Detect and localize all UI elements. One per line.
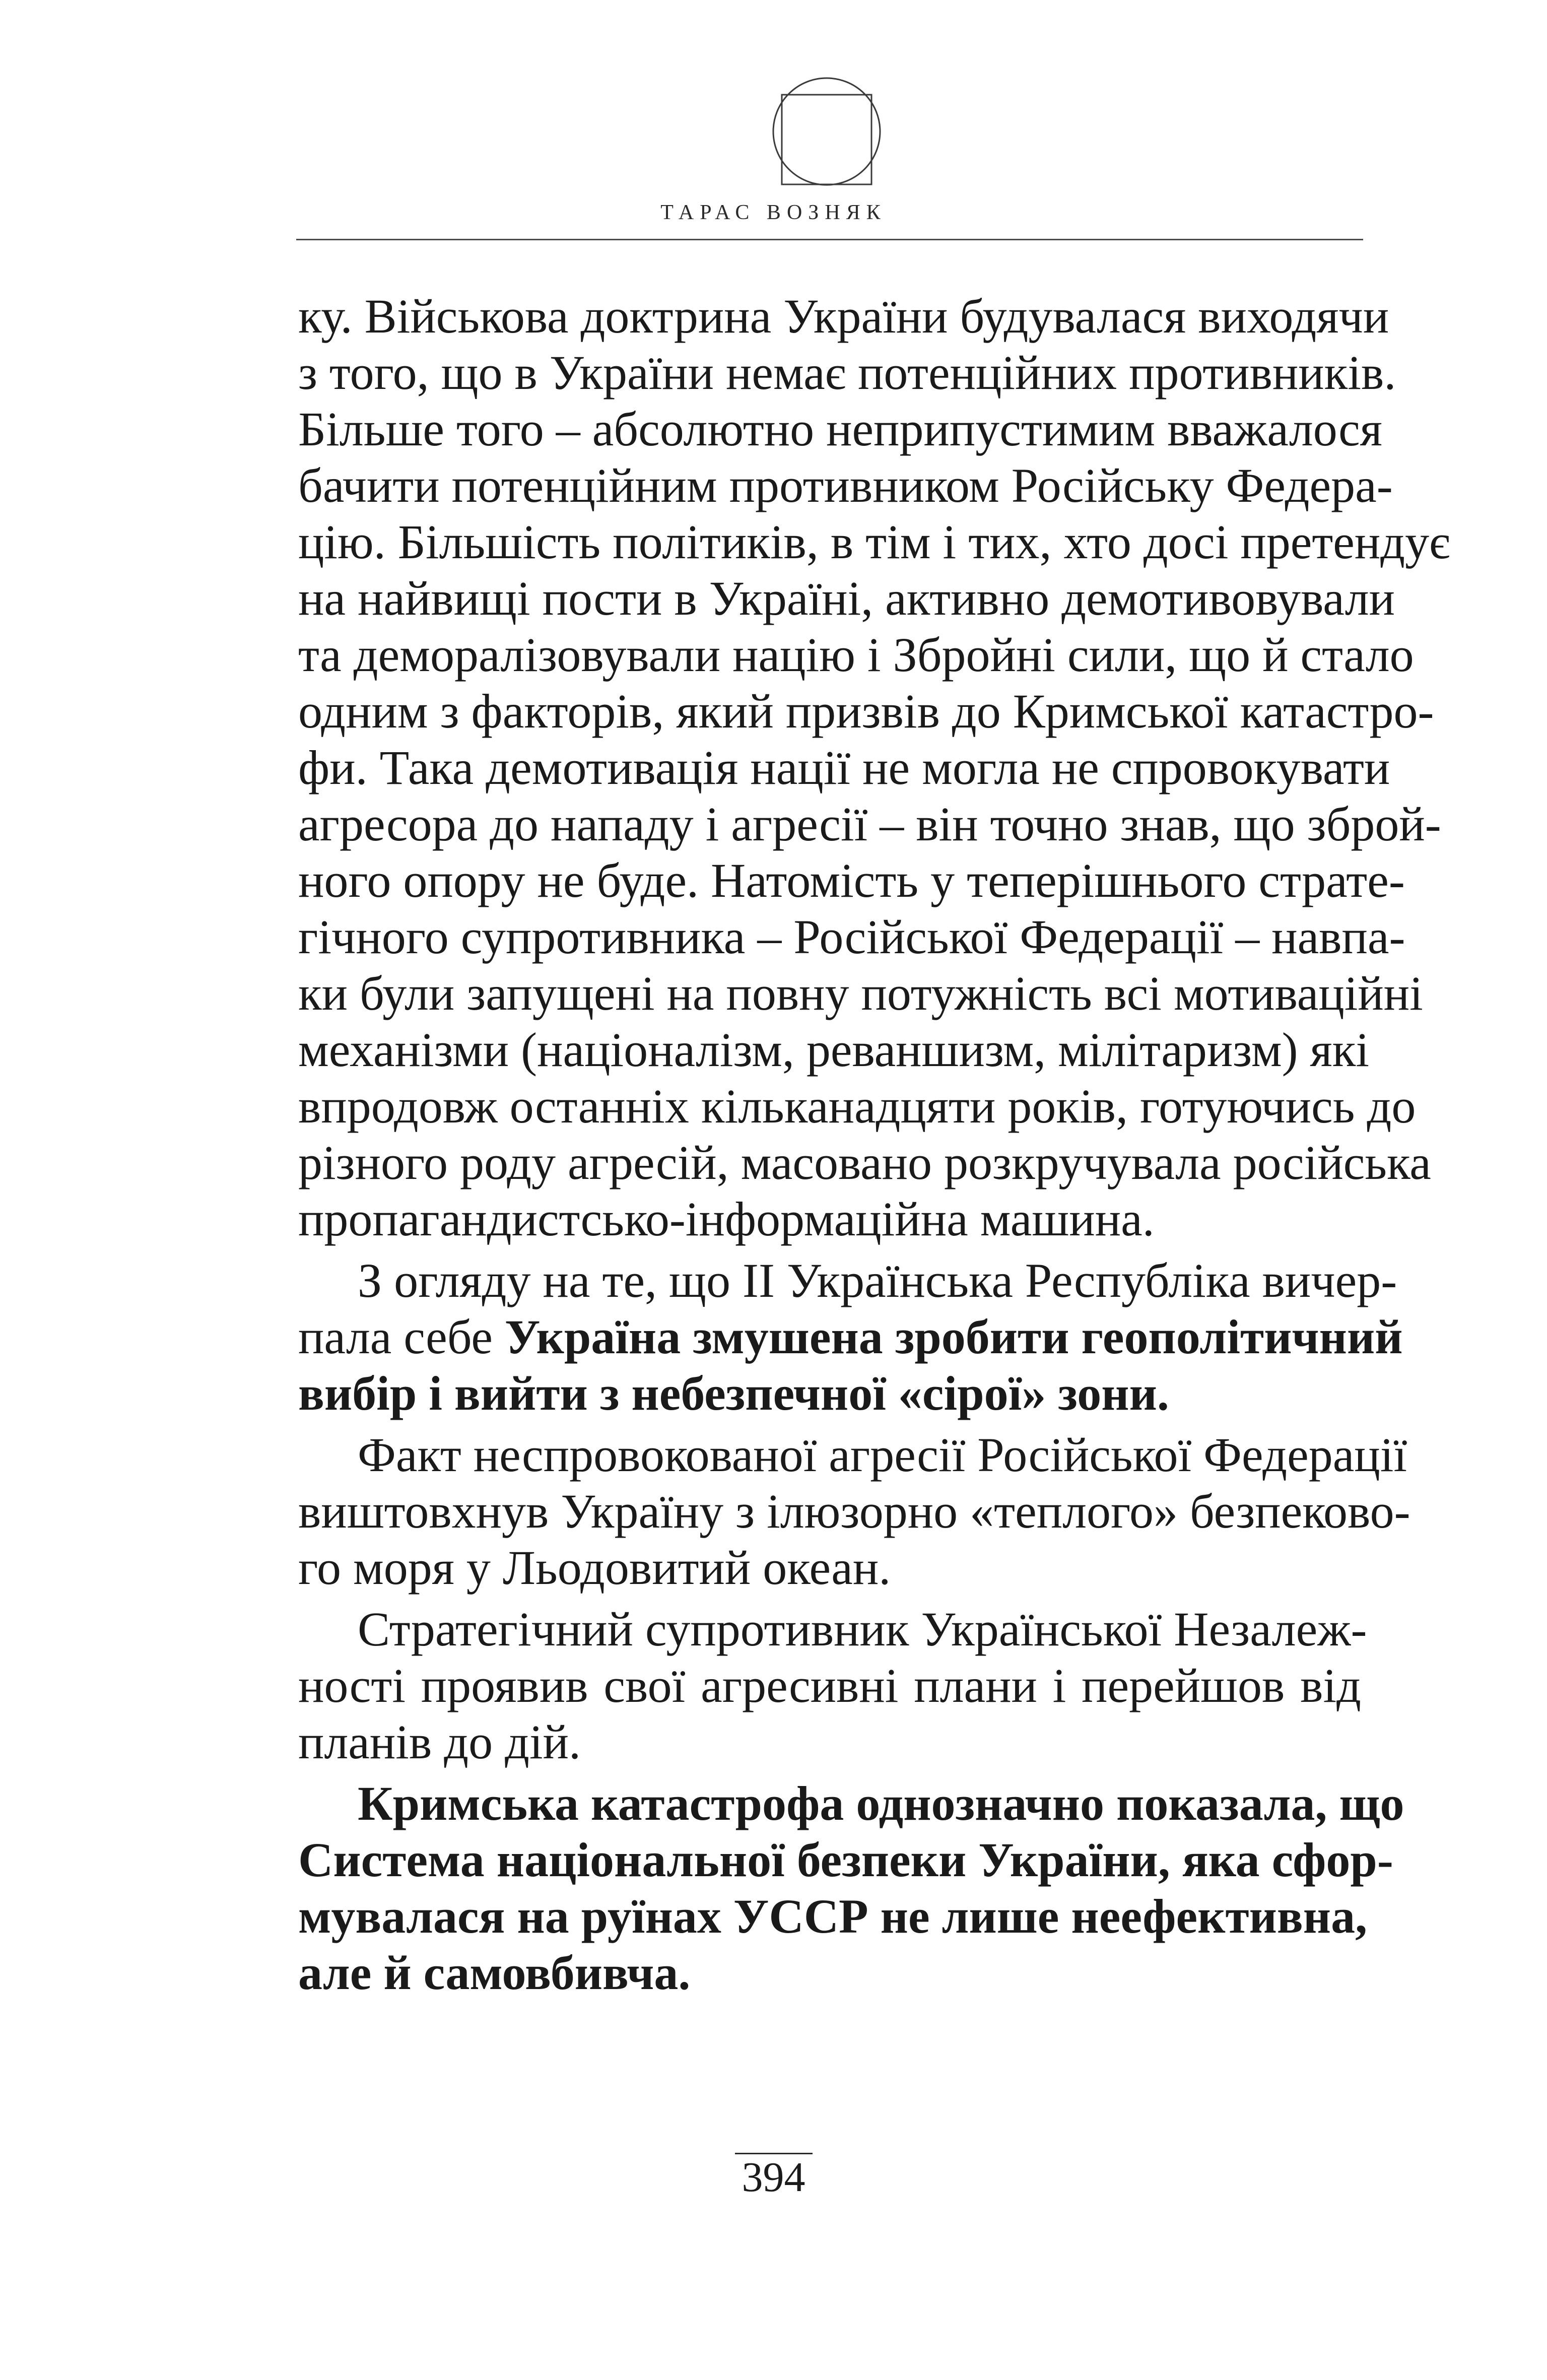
- page-body: [298, 288, 1450, 2001]
- paragraph-gap: [298, 1770, 1361, 1775]
- text-line: З огляду на те, що ІІ Українська Республіка вичер-: [358, 1253, 1397, 1307]
- text-line: вибір і вийти з небезпечної «сірої» зони.: [298, 1366, 1169, 1420]
- text-line: бачити потенційним противником Російську Федера-: [298, 458, 1393, 512]
- author-logo-icon: [771, 76, 883, 187]
- paragraph-gap: [298, 1247, 1361, 1252]
- text-line: але й самовбивча.: [298, 1946, 691, 2000]
- text-line: на найвищі пости в Україні, активно демотивовували: [298, 571, 1395, 625]
- text-line: гічного супротивника – Російської Федерації – навпа-: [298, 910, 1405, 964]
- text-line: агресора до нападу і агресії – він точно знав, що зброй-: [298, 797, 1441, 851]
- text-line: та деморалізовували націю і Збройні сили, що й стало: [298, 628, 1414, 682]
- text-run: пала себе: [298, 1310, 505, 1364]
- text-line: пропагандистсько-інформаційна машина.: [298, 1192, 1155, 1246]
- text-line: різного роду агресій, масовано розкручувала російська: [298, 1136, 1431, 1189]
- running-header-author: ТАРАС ВОЗНЯК: [660, 201, 887, 224]
- text-line: Стратегічний супротивник Української Незалеж-: [358, 1602, 1367, 1656]
- paragraph-gap: [298, 1596, 1361, 1601]
- text-line: фи. Така демотивація нації не могла не спровокувати: [298, 741, 1390, 795]
- text-line: виштовхнув Україну з ілюзорно «теплого» безпеково-: [298, 1484, 1410, 1538]
- text-line: Більше того – абсолютно неприпустимим вважалося: [298, 402, 1382, 456]
- text-line: впродовж останніх кільканадцяти років, готуючись до: [298, 1079, 1416, 1133]
- text-line: мувалася на руїнах УССР не лише неефективна,: [298, 1889, 1368, 1943]
- text-line: ки були запущені на повну потужність всі мотиваційні: [298, 966, 1423, 1020]
- text-line: з того, що в України немає потенційних противників.: [298, 346, 1396, 400]
- text-line: го моря у Льодовитий океан.: [298, 1541, 891, 1595]
- text-line: [298, 1309, 1403, 1365]
- page-number-value: 394: [735, 2153, 813, 2201]
- text-line: механізми (націоналізм, реваншизм, мілітаризм) які: [298, 1023, 1370, 1077]
- text-line: ку. Військова доктрина України будувалася виходячи: [298, 289, 1389, 343]
- text-line: цію. Більшість політиків, в тім і тих, хто досі претендує: [298, 515, 1450, 569]
- text-line: одним з факторів, який призвів до Кримської катастро-: [298, 684, 1434, 738]
- header-divider: [296, 239, 1363, 240]
- text-line: Кримська катастрофа однозначно показала, що: [358, 1776, 1404, 1830]
- text-line: планів до дій.: [298, 1715, 581, 1769]
- text-line: ності проявив свої агресивні плани і перейшов від: [298, 1659, 1361, 1712]
- page-number: [0, 2152, 1547, 2203]
- text-line: ного опору не буде. Натомість у теперішнього страте-: [298, 853, 1405, 907]
- text-line: Система національної безпеки України, яка сфор-: [298, 1833, 1393, 1887]
- text-line: Факт неспровокованої агресії Російської Федерації: [358, 1428, 1407, 1482]
- text-run-bold: Україна змушена зробити геополітичний: [504, 1310, 1403, 1364]
- paragraph-gap: [298, 1422, 1361, 1427]
